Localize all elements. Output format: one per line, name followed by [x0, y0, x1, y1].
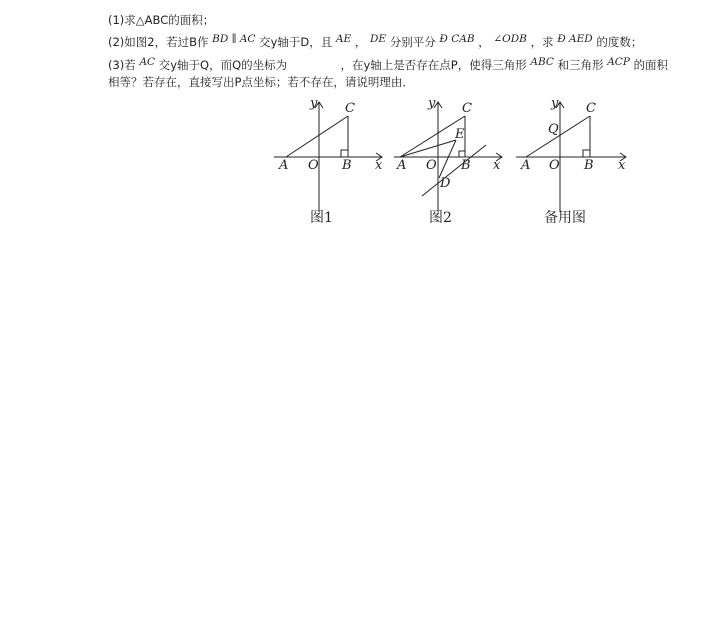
fig1-label-o: O	[308, 158, 319, 173]
q2-text-2: 交y轴于D，且	[259, 35, 333, 49]
q3-text-4: 和三角形	[557, 58, 604, 72]
q2-math-odb: ∠ODB	[493, 33, 527, 45]
fig3-caption: 备用图	[544, 210, 586, 226]
q2-text-4: 分别平分	[389, 35, 436, 49]
q3-math-ac: AC	[139, 56, 156, 68]
fig1-label-y: y	[310, 96, 318, 111]
question-3	[108, 58, 668, 74]
fig2-label-y: y	[428, 96, 436, 111]
fig2-caption: 图2	[429, 210, 452, 226]
fig3-label-y: y	[551, 96, 559, 111]
question-2	[108, 35, 642, 51]
fig2-label-a: A	[397, 158, 407, 173]
fig1-segment-ac	[286, 116, 348, 157]
fig2-right-angle-mark	[459, 151, 465, 157]
q3-text-3: ，在y轴上是否存在点P，使得三角形	[340, 58, 527, 72]
q3-math-acp: ACP	[607, 56, 630, 68]
fig1-label-b: B	[342, 158, 352, 173]
figure-1	[272, 96, 388, 228]
fig1-caption: 图1	[310, 210, 333, 226]
fig3-label-x: x	[618, 158, 626, 173]
fig2-segment-ed	[439, 140, 456, 178]
fig2-segment-ae	[400, 140, 456, 157]
q2-math-de: DE	[369, 33, 387, 45]
question-1	[108, 13, 214, 28]
fig2-label-c: C	[462, 101, 472, 116]
fig2-label-o: O	[426, 158, 437, 173]
q3-math-abc: ABC	[530, 56, 554, 68]
fig2-label-e: E	[455, 127, 465, 142]
figure-2	[392, 96, 508, 228]
fig2-label-b: B	[461, 158, 471, 173]
fig3-label-q: Q	[548, 122, 559, 137]
q2-math-bd-parallel-ac: BD ∥ AC	[212, 33, 256, 45]
fig1-right-angle-mark	[341, 150, 348, 157]
q1-text: (1)求△ABC的面积；	[108, 13, 215, 27]
fig3-label-c: C	[586, 101, 596, 116]
q2-text-6: ，求	[530, 35, 554, 49]
q2-math-ae: AE	[335, 33, 352, 45]
fig3-label-o: O	[549, 158, 560, 173]
q3-text-2: 交y轴于Q，而Q的坐标为	[158, 58, 288, 72]
q3-text-6: 相等？若存在，直接写出P点坐标；若不存在，请说明理由．	[108, 75, 414, 89]
q2-text-1: (2)如图2，若过B作	[108, 35, 209, 49]
q3-text-5: 的面积	[633, 58, 669, 72]
q3-text-1: (3)若	[108, 58, 136, 72]
q2-math-cab: Ð CAB	[439, 33, 475, 45]
question-3-line-2	[108, 75, 414, 90]
figure-3	[514, 96, 634, 228]
q2-text-5: ，	[478, 35, 490, 49]
fig2-label-x: x	[493, 158, 501, 173]
q2-text-3: ，	[354, 35, 367, 49]
fig3-label-a: A	[521, 158, 531, 173]
fig1-label-x: x	[375, 158, 383, 173]
q2-text-7: 的度数；	[596, 35, 643, 49]
q2-math-aed: Ð AED	[557, 33, 593, 45]
fig2-label-d: D	[440, 176, 451, 191]
fig1-label-a: A	[279, 158, 289, 173]
fig3-right-angle-mark	[583, 150, 590, 157]
fig3-label-b: B	[584, 158, 594, 173]
fig1-label-c: C	[345, 101, 355, 116]
